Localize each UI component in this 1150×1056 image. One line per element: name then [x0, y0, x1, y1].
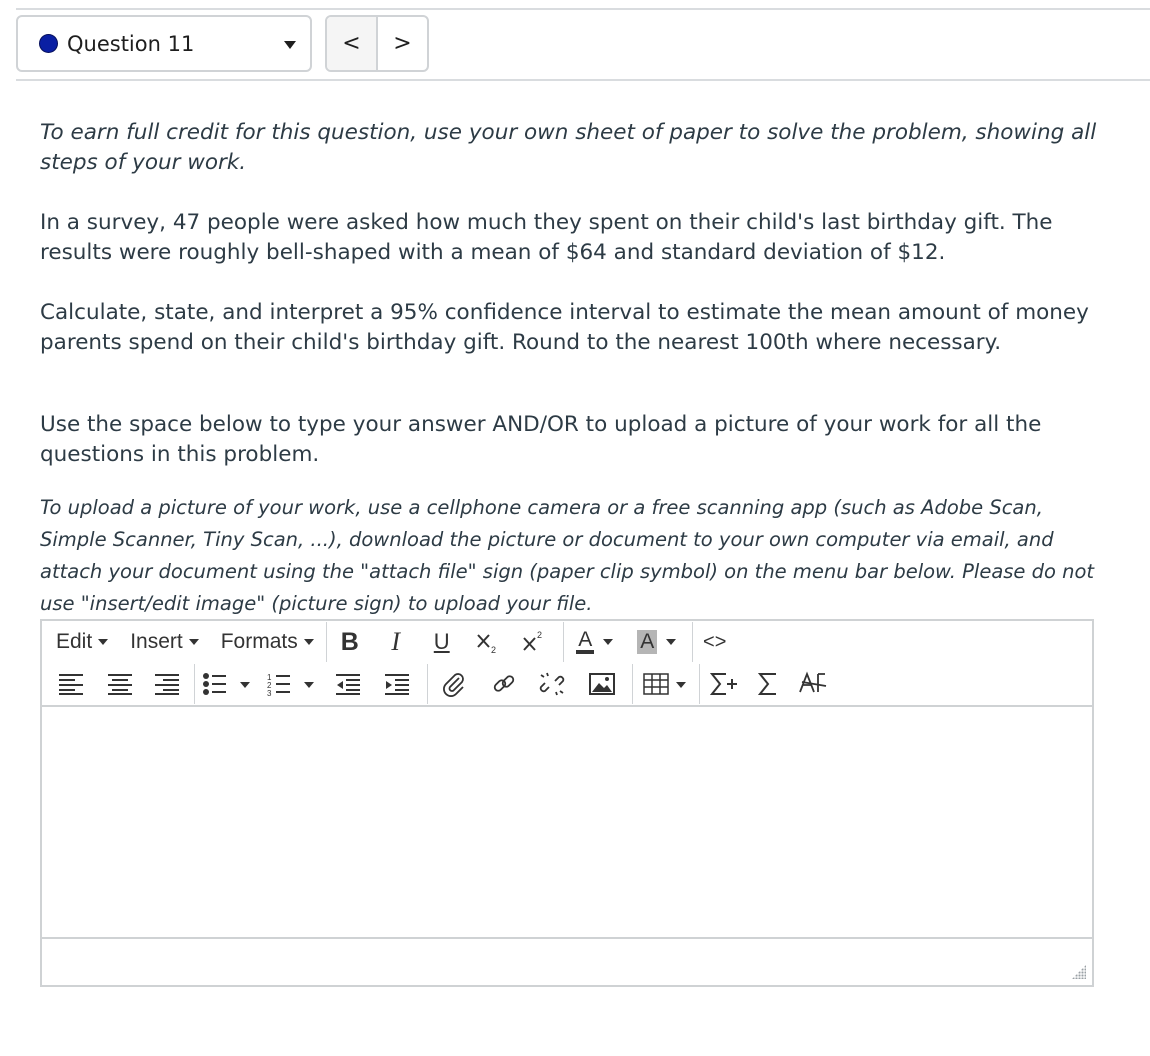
equation-plus-icon [710, 671, 740, 697]
indent-button[interactable] [373, 664, 421, 704]
svg-text:1: 1 [267, 673, 272, 682]
subscript-button[interactable] [465, 622, 511, 662]
outdent-button[interactable] [323, 664, 373, 704]
superscript-button[interactable] [511, 622, 557, 662]
chevron-down-icon [98, 639, 108, 645]
bullet-list-button[interactable] [195, 664, 261, 704]
text-color-icon: A [576, 630, 594, 654]
unlink-icon [539, 671, 565, 697]
numbered-list-button[interactable] [261, 664, 323, 704]
source-code-button[interactable]: <> [703, 630, 727, 653]
align-center-button[interactable] [96, 664, 144, 704]
numbered-list-icon [266, 672, 318, 696]
insert-table-button[interactable] [633, 664, 699, 704]
question-pager [325, 15, 429, 72]
indent-icon [384, 673, 410, 695]
superscript-icon [521, 629, 547, 655]
editor-status-bar [42, 937, 1092, 985]
italic-button[interactable]: I [391, 627, 401, 656]
editor-text-area[interactable] [42, 707, 1092, 937]
resize-handle-icon[interactable] [1072, 965, 1086, 979]
task-text: Calculate, state, and interpret a 95% confidence interval to estimate the mean amount of money parents spend on their child's birthday gift. Round to the nearest 100th where necessary. [40, 300, 1089, 355]
question-status-dot [40, 35, 57, 52]
link-icon [491, 671, 517, 697]
question-select-label: Question 11 [67, 31, 195, 56]
formats-menu-label: Formats [220, 630, 298, 653]
survey-text: In a survey, 47 people were asked how much they spent on their child's last birthday gift. The results were roughly bell-shaped with a mean of $64 and standard deviation of $12. [40, 210, 1053, 265]
svg-text:2: 2 [536, 630, 542, 640]
bold-button[interactable]: B [340, 627, 359, 656]
bullet-list-icon [202, 672, 254, 696]
edit-menu-label: Edit [56, 630, 93, 653]
answer-prompt-text: Use the space below to type your answer AND/OR to upload a picture of your work for all the questions in this problem. [40, 412, 1042, 467]
edit-menu[interactable] [56, 630, 108, 654]
align-left-icon [58, 673, 84, 695]
outdent-icon [335, 673, 361, 695]
question-select[interactable] [16, 15, 312, 72]
image-icon [589, 673, 615, 695]
instructions-text: To earn full credit for this question, use your own sheet of paper to solve the problem, showing all steps of your work. [40, 120, 1097, 175]
table-icon [643, 673, 689, 695]
editor-toolbar-row [42, 663, 1092, 705]
insert-image-button[interactable] [576, 664, 628, 704]
highlight-color-icon: A [637, 630, 657, 654]
chevron-down-icon [189, 639, 199, 645]
align-right-button[interactable] [144, 664, 190, 704]
insert-link-button[interactable] [480, 664, 528, 704]
remove-link-button[interactable] [528, 664, 576, 704]
caret-down-icon [284, 41, 296, 49]
header-rule [16, 79, 1150, 81]
math-equation-button[interactable] [750, 664, 786, 704]
next-question-button[interactable]: > [393, 31, 412, 56]
subscript-icon [475, 629, 501, 655]
chevron-down-icon [666, 639, 676, 645]
align-right-icon [154, 673, 180, 695]
editor-menubar [42, 621, 1092, 663]
svg-text:2: 2 [490, 645, 496, 655]
top-rule [16, 8, 1150, 10]
insert-menu[interactable] [130, 630, 199, 654]
insert-menu-label: Insert [130, 630, 183, 653]
svg-text:2: 2 [267, 681, 272, 690]
rich-text-editor [40, 619, 1094, 987]
chevron-down-icon [304, 639, 314, 645]
insert-equation-button[interactable] [700, 664, 750, 704]
upload-help-text: To upload a picture of your work, use a cellphone camera or a free scanning app (such as Adobe Scan, Simple Scanner, Tiny Scan, ...), download the picture or document to your own computer via email, and attach your document using the "attach file" sign (paper clip symbol) on the menu bar below. Please do not use "insert/edit image" (picture sign) to upload your file. [40, 496, 1095, 615]
attach-file-button[interactable] [428, 664, 480, 704]
previous-question-button[interactable]: < [327, 17, 378, 70]
formats-menu[interactable] [221, 630, 314, 654]
chevron-down-icon [603, 639, 613, 645]
align-left-button[interactable] [46, 664, 96, 704]
paperclip-icon [441, 671, 467, 697]
align-center-icon [107, 673, 133, 695]
svg-text:3: 3 [267, 689, 272, 696]
sigma-icon [757, 671, 779, 697]
underline-button[interactable]: U [433, 629, 450, 654]
clear-formatting-button[interactable] [786, 664, 840, 704]
text-color-button[interactable] [564, 622, 626, 662]
clear-formatting-icon [798, 670, 828, 698]
highlight-color-button[interactable] [626, 622, 688, 662]
